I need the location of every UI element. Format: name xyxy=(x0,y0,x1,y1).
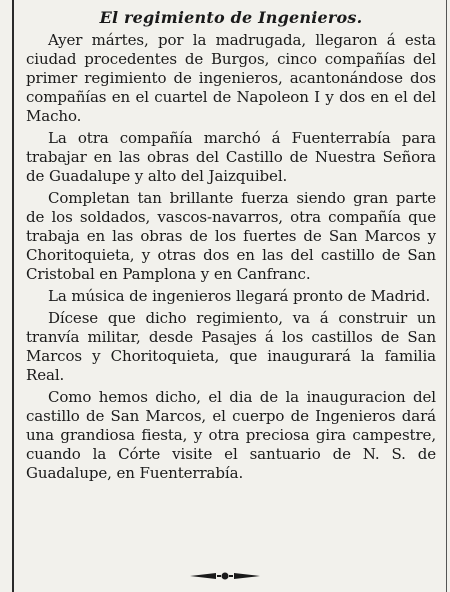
section-divider-ornament-icon xyxy=(0,571,450,581)
article-paragraph-2: La otra compañía marchó á Fuenterrabía para trabajar en las obras del Castillo de Nuestra Señora de Guadalupe y alto del Jaizquibel. xyxy=(26,129,436,185)
article-paragraph-3: Completan tan brillante fuerza siendo gran parte de los soldados, vascos-navarros, otra compañía que trabaja en las obras de los fuertes de San Marcos y Choritoquieta, y otras dos en las del castillo de San Cristobal en Pamplona y en Canfranc. xyxy=(26,189,436,283)
article-paragraph-6: Como hemos dicho, el dia de la inauguracion del castillo de San Marcos, el cuerpo de Ingenieros dará una grandiosa fiesta, y otra preciosa gira campestre, cuando la Córte visite el santuario de N. S. de Guadalupe, en Fuenterrabía. xyxy=(26,388,436,482)
article-paragraph-5: Dícese que dicho regimiento, va á construir un tranvía militar, desde Pasajes á los castillos de San Marcos y Choritoquieta, que inaugurará la familia Real. xyxy=(26,309,436,384)
article-title: El regimiento de Ingenieros. xyxy=(99,8,363,27)
article-paragraph-4: La música de ingenieros llegará pronto de Madrid. xyxy=(48,287,431,305)
article-paragraph-1: Ayer mártes, por la madrugada, llegaron á esta ciudad procedentes de Burgos, cinco compañías del primer regimiento de ingenieros, acantonándose dos compañías en el cuartel de Napoleon I y dos en el del Macho. xyxy=(26,31,436,125)
newspaper-article xyxy=(26,8,436,486)
column-rule-right xyxy=(446,0,447,592)
column-rule-left xyxy=(12,0,14,592)
